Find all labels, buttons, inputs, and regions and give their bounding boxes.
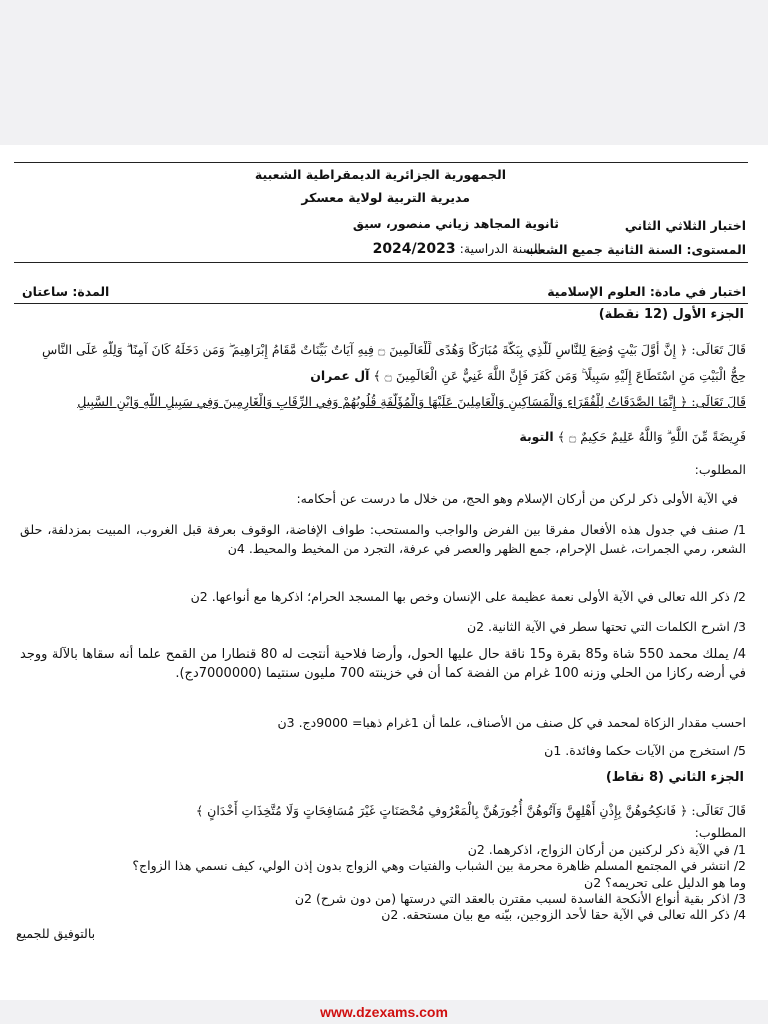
part1-question-1: 1/ صنف في جدول هذه الأفعال مفرقا بين الفرض والواجب والمستحب: طواف الإفاضة، الوقوف بعرفة قبل الغروب، المبيت بمزدلفة، حلق الشعر، رمي الجمرات، غسل الإحرام، جمع الظهر والعصر في عرفة، التجرد من المخيط والمحيط. 4ن [20,522,746,556]
part2-question-1: 1/ في الآية ذكر لركنين من أركان الزواج، اذكرهما. 2ن [467,842,746,857]
subject: اختبار في مادة: العلوم الإسلامية [547,284,746,299]
republic-heading: الجمهورية الجزائرية الديمقراطية الشعبية [254,167,506,182]
closing-note: بالتوفيق للجميع [16,926,96,941]
part2-title: الجزء الثاني (8 نقاط) [605,770,744,785]
part1-question-4: 4/ يملك محمد 550 شاة و85 بقرة و15 ناقة حال عليها الحول، وأرضا فلاحية أنتجت له 80 قنطارا من القمح علما أنه سقاها بالآلة ووجد في أرضه ركازا من الحلي وزنه 100 غرام من الفضة كما أن في خزينته 700 مليون سنتيما (7000000دج). [20,647,746,681]
header-rule [14,262,748,263]
part2-question-2b: وما هو الدليل على تحريمه؟ 2ن [584,875,746,890]
exam-paper [0,145,768,1000]
verse2-line2 [519,428,746,446]
directorate-heading: مديرية التربية لولاية معسكر [301,190,470,205]
verse1-line1-text: قَالَ تَعَالَى: ﴿ إِنَّ أَوَّلَ بَيْتٍ وُضِعَ لِلنَّاسِ لَلَّذِي بِبَكَّةَ مُبَارَكًا وَهُدًى لِّلْعَالَمِينَ ۝ فِيهِ آيَاتٌ بَيِّنَاتٌ مَّقَامُ إِبْرَاهِيمَ ۖ وَمَن دَخَلَهُ كَانَ آمِنًا ۗ وَلِلَّهِ عَلَى النَّاسِ [41,342,746,357]
verse2-reference: التوبة [519,429,554,444]
level: المستوى: السنة الثانية جميع الشعب [525,242,746,257]
part2-verse-text: قَالَ تَعَالَى: ﴿ فَانكِحُوهُنَّ بِإِذْنِ أَهْلِهِنَّ وَآتُوهُنَّ أُجُورَهُنَّ بِالْمَعْرُوفِ مُحْصَنَاتٍ غَيْرَ مُسَافِحَاتٍ وَلَا مُتَّخِذَاتِ أَخْدَانٍ ﴾ [195,803,746,818]
top-rule [14,162,748,163]
verse2-line1 [20,393,746,411]
part2-question-4: 4/ ذكر الله تعالى في الآية حقا لأحد الزوجين، بيّنه مع بيان مستحقه. 2ن [381,907,746,922]
school-year-label: السنة الدراسية: [459,241,541,256]
subject-rule [14,303,748,304]
part1-title: الجزء الأول (12 نقطة) [598,307,744,322]
school-name: ثانوية المجاهد زياني منصور، سيق [352,216,559,231]
verse2-line1-text: قَالَ تَعَالَى: ﴿ إِنَّمَا الصَّدَقَاتُ لِلْفُقَرَاءِ وَالْمَسَاكِينِ وَالْعَامِلِينَ عَلَيْهَا وَالْمُؤَلَّفَةِ قُلُوبُهُمْ وَفِي الرِّقَابِ وَالْغَارِمِينَ وَفِي سَبِيلِ اللَّهِ وَابْنِ السَّبِيلِ [77,394,746,409]
website-link[interactable]: www.dzexams.com [320,1004,448,1020]
part1-required-label: المطلوب: [694,462,746,477]
exam-type: اختبار الثلاثي الثاني [624,218,746,233]
verse2-line2-text: فَرِيضَةً مِّنَ اللَّهِ ۗ وَاللَّهُ عَلِيمٌ حَكِيمٌ ۝ ﴾ [557,429,746,444]
part1-question-3: 3/ اشرح الكلمات التي تحتها سطر في الآية الثانية. 2ن [466,619,746,634]
verse1-line2-text: حِجُّ الْبَيْتِ مَنِ اسْتَطَاعَ إِلَيْهِ سَبِيلًا ۚ وَمَن كَفَرَ فَإِنَّ اللَّهَ غَنِيٌّ عَنِ الْعَالَمِينَ ۝ ﴾ [373,368,746,383]
part1-intro: في الآية الأولى ذكر لركن من أركان الإسلام وهو الحج، من خلال ما درست عن أحكامه: [296,491,738,506]
part2-question-2a: 2/ انتشر في المجتمع المسلم ظاهرة محرمة بين الشباب والفتيات وهي الزواج بدون إذن الولي، كيف نسمي هذا الزواج؟ [132,858,746,873]
verse1-line1 [20,341,746,359]
verse1-reference: آل عمران [310,368,370,383]
school-year-value: 2024/2023 [372,241,456,257]
part2-question-3: 3/ اذكر بقية أنواع الأنكحة الفاسدة لسبب مقترن بالعقد التي درستها (من دون شرح) 2ن [294,891,746,906]
part2-required-label: المطلوب: [694,825,746,840]
part1-question-4-calc: احسب مقدار الزكاة لمحمد في كل صنف من الأصناف، علما أن 1غرام ذهبا= 9000دج. 3ن [277,715,746,730]
part2-verse [196,802,746,820]
duration: المدة: ساعتان [22,284,110,299]
verse1-line2 [310,367,746,385]
school-year [373,241,541,257]
part1-question-2: 2/ ذكر الله تعالى في الآية الأولى نعمة عظيمة على الإنسان وخص بها المسجد الحرام؛ اذكرها مع أنواعها. 2ن [190,589,746,604]
part1-question-5: 5/ استخرج من الآيات حكما وفائدة. 1ن [544,743,746,758]
